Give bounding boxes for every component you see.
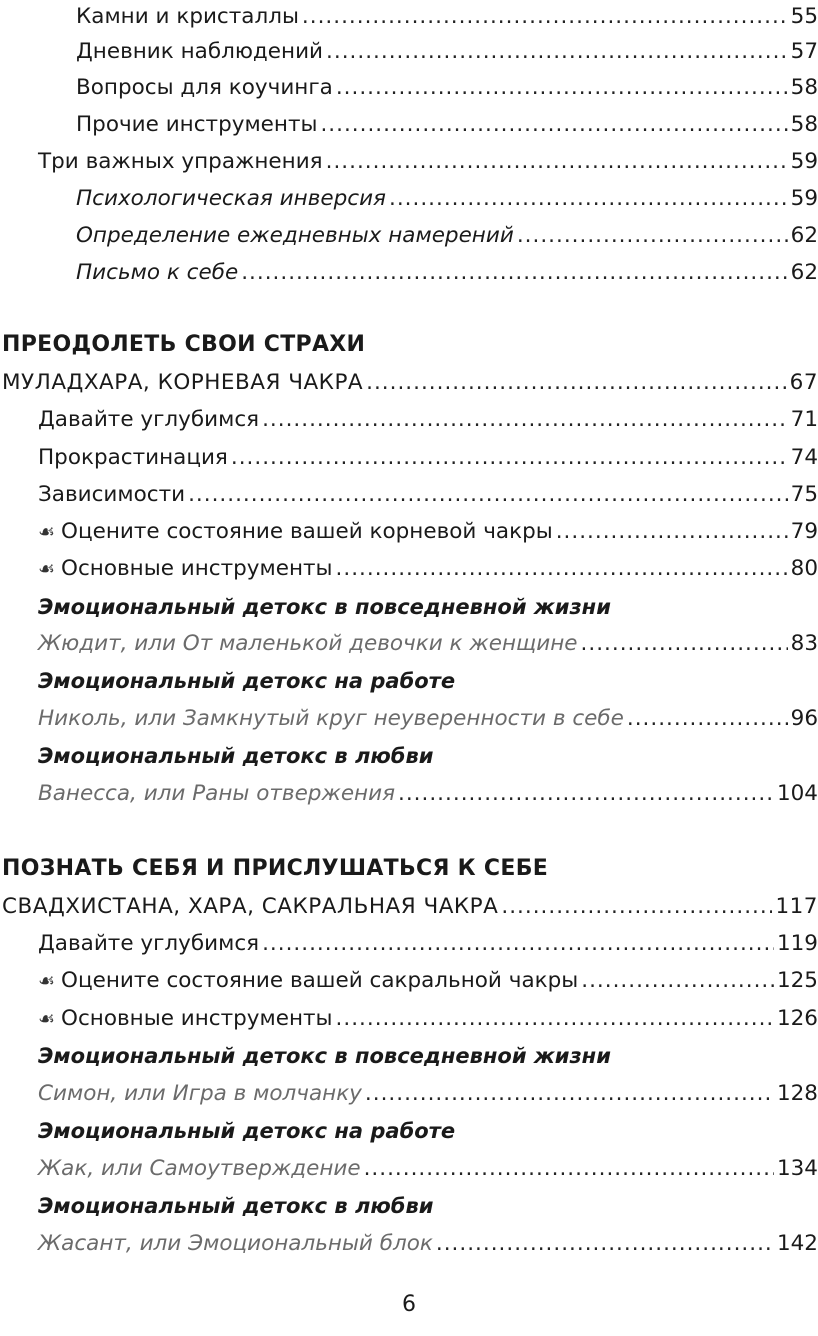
toc-entry: [38, 396, 818, 433]
toc-entry-title: Три важных упражнения: [38, 149, 323, 174]
toc-leader-dots: [364, 1156, 774, 1182]
toc-subsection-title: Эмоциональный детокс в повседневной жизни: [38, 595, 611, 619]
toc-leader-dots: [326, 39, 788, 65]
toc-entry-page: 62: [790, 260, 818, 285]
toc-entry-title: Жюдит, или От маленькой девочки к женщине: [38, 631, 578, 656]
toc-leader-dots: [436, 1231, 774, 1257]
toc-leader-dots: [326, 149, 788, 175]
toc-entry-page: 128: [776, 1081, 818, 1106]
toc-entry-page: 75: [790, 482, 818, 507]
toc-entry: [38, 545, 818, 582]
toc-entry-title: Письмо к себе: [76, 260, 239, 285]
toc-entry: [76, 64, 818, 101]
toc-entry-page: 125: [776, 968, 818, 993]
toc-leader-dots: [262, 407, 788, 433]
toc-entry-page: 79: [790, 519, 818, 544]
toc-entry-page: 134: [776, 1156, 818, 1181]
toc-entry-page: 104: [776, 781, 818, 806]
toc-entry-title: Дневник наблюдений: [76, 39, 324, 64]
toc-entry: [76, 0, 818, 30]
toc-entry: [76, 175, 818, 212]
toc-leader-dots: [627, 706, 788, 732]
toc-leader-dots: [389, 186, 788, 212]
toc-entry-page: 96: [790, 706, 818, 731]
toc-subsection: [38, 1107, 818, 1144]
toc-entry-title: Давайте углубимся: [38, 407, 260, 432]
toc-leader-dots: [581, 631, 788, 657]
toc-entry-page: 58: [790, 75, 818, 100]
toc-leader-dots: [517, 223, 788, 249]
toc-entry-title: Давайте углубимся: [38, 931, 260, 956]
toc-leader-dots: [188, 482, 788, 508]
toc-entry-page: 57: [790, 39, 818, 64]
toc-entry: [38, 1220, 818, 1257]
toc-entry-title: Камни и кристаллы: [76, 4, 299, 29]
toc-leader-dots: [262, 931, 774, 957]
toc-entry: [38, 138, 818, 175]
section-heading: ПОЗНАТЬ СЕБЯ И ПРИСЛУШАТЬСЯ К СЕБЕ: [2, 856, 549, 881]
toc-leader-dots: [320, 112, 787, 138]
toc-leader-dots: [336, 556, 788, 582]
toc-entry: [38, 957, 818, 994]
toc-entry: [76, 249, 818, 286]
toc-entry-title: Прочие инструменты: [76, 112, 318, 137]
ornament-icon: ☙: [38, 558, 56, 580]
toc-leader-dots: [302, 4, 788, 30]
toc-entry-page: 126: [776, 1006, 818, 1031]
toc-subsection-title: Эмоциональный детокс в любви: [38, 1194, 434, 1218]
toc-entry-title: Прокрастинация: [38, 445, 228, 470]
toc-leader-dots: [581, 968, 774, 994]
toc-entry: [38, 995, 818, 1032]
chakra-entry: [2, 359, 818, 396]
ornament-icon: ☙: [38, 1008, 56, 1030]
toc-entry-title: Николь, или Замкнутый круг неуверенности в себе: [38, 706, 624, 731]
toc-entry-title: Зависимости: [38, 482, 186, 507]
toc-entry-title: Симон, или Игра в молчанку: [38, 1081, 362, 1106]
chakra-entry: [2, 883, 818, 920]
toc-entry: [38, 620, 818, 657]
toc-entry-page: 59: [790, 149, 818, 174]
toc-entry-page: 62: [790, 223, 818, 248]
toc-entry-title: Основные инструменты: [61, 556, 333, 581]
toc-leader-dots: [241, 260, 787, 286]
toc-entry: [38, 508, 818, 545]
toc-subsection: [38, 1032, 818, 1069]
toc-leader-dots: [231, 445, 788, 471]
toc-leader-dots: [336, 75, 788, 101]
toc-entry-title: Определение ежедневных намерений: [76, 223, 514, 248]
toc-leader-dots: [398, 781, 774, 807]
toc-leader-dots: [336, 1006, 774, 1032]
toc-entry: [38, 1145, 818, 1182]
ornament-icon: ☙: [38, 970, 56, 992]
toc-entry-title: Ванесса, или Раны отвержения: [38, 781, 396, 806]
toc-subsection: [38, 1182, 818, 1219]
toc-entry-page: 119: [776, 931, 818, 956]
chakra-title: МУЛАДХАРА, КОРНЕВАЯ ЧАКРА: [2, 370, 364, 395]
toc-entry: [38, 434, 818, 471]
toc-subsection: [38, 583, 818, 620]
toc-entry-title: Оцените состояние вашей сакральной чакры: [61, 968, 579, 993]
toc-leader-dots: [365, 1081, 774, 1107]
toc-entry-title: Оцените состояние вашей корневой чакры: [61, 519, 553, 544]
toc-entry: [76, 212, 818, 249]
toc-entry-page: 83: [790, 631, 818, 656]
toc-entry: [76, 28, 818, 65]
toc-entry-page: 59: [790, 186, 818, 211]
toc-subsection-title: Эмоциональный детокс в любви: [38, 744, 434, 768]
toc-subsection: [38, 657, 818, 694]
toc-entry-page: 74: [790, 445, 818, 470]
section-heading: ПРЕОДОЛЕТЬ СВОИ СТРАХИ: [2, 332, 366, 357]
toc-entry: [38, 471, 818, 508]
toc-entry: [38, 770, 818, 807]
toc-entry: [38, 695, 818, 732]
toc-entry-page: 58: [790, 112, 818, 137]
toc-entry-page: 80: [790, 556, 818, 581]
toc-entry-page: 55: [790, 4, 818, 29]
toc-entry: [38, 1070, 818, 1107]
chakra-title: СВАДХИСТАНА, ХАРА, САКРАЛЬНАЯ ЧАКРА: [2, 894, 499, 919]
toc-leader-dots: [501, 894, 772, 920]
toc-entry-title: Жак, или Самоутверждение: [38, 1156, 361, 1181]
toc-entry-title: Основные инструменты: [61, 1006, 333, 1031]
toc-entry-page: 71: [790, 407, 818, 432]
toc-entry-page: 67: [789, 370, 818, 395]
toc-subsection: [38, 732, 818, 769]
toc-subsection-title: Эмоциональный детокс на работе: [38, 669, 456, 693]
toc-leader-dots: [556, 519, 788, 545]
toc-subsection-title: Эмоциональный детокс в повседневной жизни: [38, 1044, 611, 1068]
toc-entry: [76, 101, 818, 138]
ornament-icon: ☙: [38, 521, 56, 543]
toc-leader-dots: [366, 370, 787, 396]
toc-entry: [38, 920, 818, 957]
toc-entry-page: 142: [776, 1231, 818, 1256]
page-number: 6: [402, 1292, 416, 1317]
toc-entry-title: Вопросы для коучинга: [76, 75, 333, 100]
toc-entry-title: Жасант, или Эмоциональный блок: [38, 1231, 433, 1256]
toc-subsection-title: Эмоциональный детокс на работе: [38, 1119, 456, 1143]
toc-entry-page: 117: [775, 894, 818, 919]
toc-entry-title: Психологическая инверсия: [76, 186, 386, 211]
